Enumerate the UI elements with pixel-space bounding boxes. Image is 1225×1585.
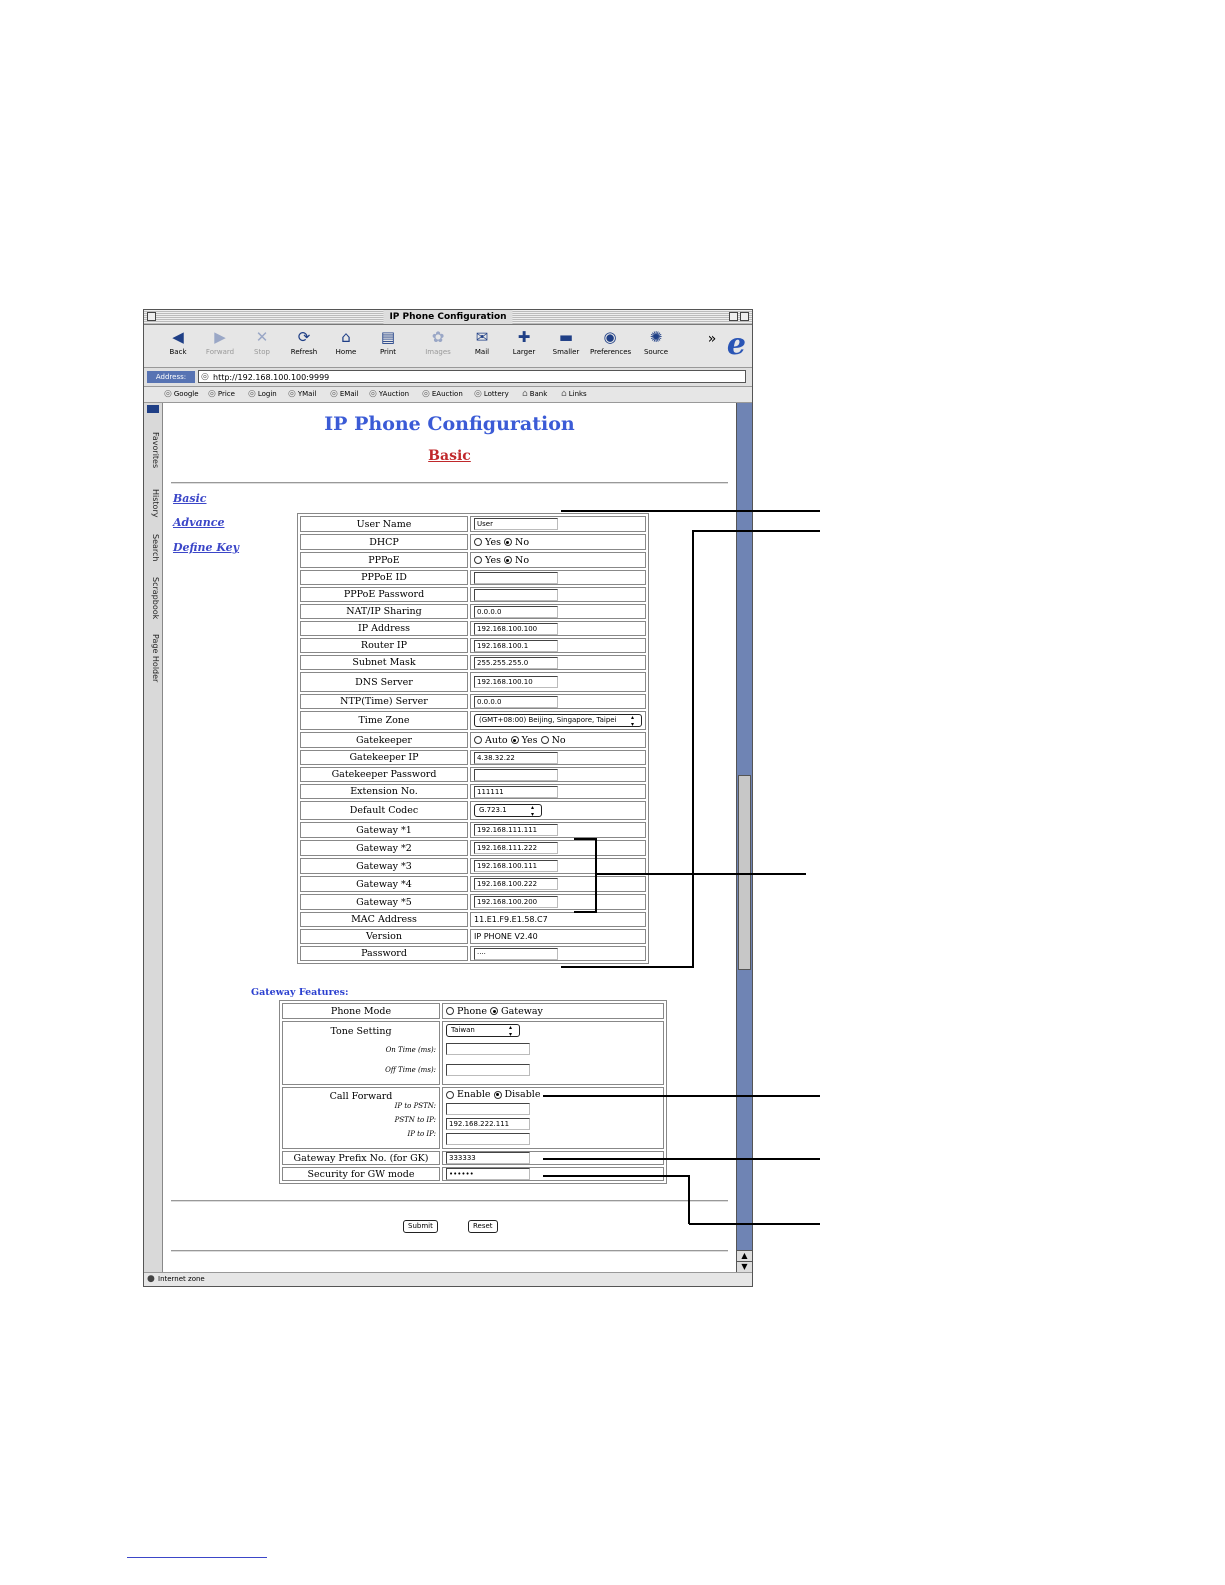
dhcp-label: DHCP [300, 534, 468, 550]
callout-line [692, 530, 694, 967]
time-zone-label: Time Zone [300, 711, 468, 730]
gateway-5-label: Gateway *5 [300, 894, 468, 910]
toolbar-larger-button[interactable] [504, 328, 544, 357]
dhcp-yes-label: Yes [485, 536, 501, 548]
gateway-prefix-input[interactable]: 333333 [446, 1152, 530, 1164]
collapse-box-icon[interactable] [740, 312, 749, 321]
gateway-2-input[interactable]: 192.168.111.222 [474, 842, 558, 854]
browser-toolbar [144, 325, 752, 368]
favorite-label: Login [257, 390, 277, 398]
pppoe-id-input[interactable] [474, 572, 558, 584]
dhcp-yes-radio[interactable] [474, 538, 482, 546]
pppoe-no-label: No [515, 554, 530, 566]
toolbar-button-label: Print [379, 348, 397, 356]
side-tab-search[interactable]: Search [151, 534, 160, 562]
callout-line [689, 1223, 820, 1225]
gateway-2-label: Gateway *2 [300, 840, 468, 856]
gatekeeper-password-label: Gatekeeper Password [300, 767, 468, 782]
refresh-icon: ⟳ [297, 328, 311, 346]
gateway-bracket [574, 838, 596, 840]
ip-to-pstn-label: IP to PSTN: [394, 1102, 436, 1110]
toolbar-smaller-button[interactable] [546, 328, 586, 357]
close-box-icon[interactable] [147, 312, 156, 321]
status-text: Internet zone [158, 1275, 205, 1283]
folder-icon: ⌂ [561, 389, 567, 399]
gateway-prefix-label: Gateway Prefix No. (for GK) [282, 1151, 440, 1165]
favorite-label: Price [217, 390, 235, 398]
toolbar-button-label: Source [643, 348, 669, 356]
favorites-bar [144, 387, 752, 403]
dhcp-no-label: No [515, 536, 530, 548]
pppoe-yes-radio[interactable] [474, 556, 482, 564]
gateway-1-input[interactable]: 192.168.111.111 [474, 824, 558, 836]
gatekeeper-yes-radio[interactable] [511, 736, 519, 744]
divider [171, 1200, 728, 1202]
forward-arrow-icon: ▶ [214, 328, 226, 346]
toolbar-button-label: Refresh [290, 348, 318, 356]
gateway-4-input[interactable]: 192.168.100.222 [474, 878, 558, 890]
favorite-label: YAuction [378, 390, 410, 398]
mac-address-label: MAC Address [300, 912, 468, 927]
toolbar-button-label: Larger [512, 348, 536, 356]
address-label: Address: [147, 371, 195, 383]
ntp-server-input[interactable]: 0.0.0.0 [474, 696, 558, 708]
status-bar [144, 1272, 752, 1286]
favorite-price[interactable] [208, 387, 235, 402]
call-forward-enable-label: Enable [457, 1089, 491, 1100]
subnet-mask-input[interactable]: 255.255.255.0 [474, 657, 558, 669]
browser-window [143, 309, 753, 1287]
scroll-up-arrow-icon[interactable]: ▲ [737, 1250, 752, 1261]
gateway-bracket [574, 911, 596, 913]
tone-setting-value: Taiwan [451, 1026, 475, 1034]
gatekeeper-no-radio[interactable] [541, 736, 549, 744]
favorite-email[interactable] [330, 387, 359, 402]
time-zone-value: (GMT+08:00) Beijing, Singapore, Taipei [479, 716, 617, 724]
favorite-label: Lottery [483, 390, 509, 398]
page-globe-icon: ◎ [288, 389, 296, 399]
pppoe-yes-label: Yes [485, 554, 501, 566]
print-icon: ▤ [380, 328, 396, 346]
phone-mode-phone-radio[interactable] [446, 1007, 454, 1015]
default-codec-label: Default Codec [300, 801, 468, 820]
dns-server-input[interactable]: 192.168.100.10 [474, 676, 558, 688]
divider [171, 1250, 728, 1252]
page-title: IP Phone Configuration [324, 413, 575, 435]
time-zone-select[interactable] [474, 714, 642, 727]
favorite-links[interactable] [561, 387, 587, 402]
submit-button[interactable]: Submit [403, 1220, 438, 1233]
favorite-login[interactable] [248, 387, 277, 402]
user-name-label: User Name [300, 516, 468, 532]
extension-no-label: Extension No. [300, 784, 468, 799]
images-icon: ✿ [431, 328, 445, 346]
password-label: Password [300, 946, 468, 961]
gateway-3-input[interactable]: 192.168.100.111 [474, 860, 558, 872]
side-tab-page-holder[interactable]: Page Holder [151, 634, 160, 683]
nav-link-advance[interactable]: Advance [173, 516, 225, 529]
gateway-5-input[interactable]: 192.168.100.200 [474, 896, 558, 908]
security-gw-mode-label: Security for GW mode [282, 1167, 440, 1181]
off-time-label: Off Time (ms): [385, 1066, 436, 1074]
toolbar-button-label: Home [335, 348, 357, 356]
gatekeeper-no-label: No [551, 734, 566, 746]
ie-logo-icon: e [726, 327, 746, 362]
page-content [163, 403, 736, 1272]
dns-server-label: DNS Server [300, 672, 468, 692]
source-icon: ✺ [649, 328, 663, 346]
ip-address-input[interactable]: 192.168.100.100 [474, 623, 558, 635]
ip-to-ip-label: IP to IP: [407, 1130, 436, 1138]
favorite-eauction[interactable] [422, 387, 463, 402]
ntp-server-label: NTP(Time) Server [300, 694, 468, 709]
default-codec-value: G.723.1 [479, 806, 507, 814]
nat-ip-sharing-label: NAT/IP Sharing [300, 604, 468, 619]
gatekeeper-yes-label: Yes [521, 734, 538, 746]
toolbar-stop-button[interactable] [242, 328, 282, 357]
pppoe-label: PPPoE [300, 552, 468, 568]
on-time-label: On Time (ms): [385, 1046, 436, 1054]
stop-icon: ✕ [255, 328, 269, 346]
toolbar-forward-button[interactable] [200, 328, 240, 357]
title-bar[interactable] [144, 310, 752, 325]
favorite-lottery[interactable] [474, 387, 509, 402]
toolbar-button-label: Images [425, 348, 451, 356]
side-tab-scrapbook[interactable]: Scrapbook [151, 576, 160, 620]
router-ip-input[interactable]: 192.168.100.1 [474, 640, 558, 652]
callout-line [543, 1158, 820, 1160]
favorite-label: Bank [529, 390, 548, 398]
phone-mode-gateway-radio[interactable] [490, 1007, 498, 1015]
callout-line [561, 510, 820, 512]
page-globe-icon: ◎ [422, 389, 430, 399]
mac-address-value: 11.E1.F9.E1.58.C7 [470, 912, 646, 927]
callout-line [693, 530, 820, 532]
default-codec-select[interactable] [474, 804, 542, 817]
gateway-1-label: Gateway *1 [300, 822, 468, 838]
mail-icon: ✉ [475, 328, 489, 346]
tone-setting-select[interactable] [446, 1024, 520, 1037]
vertical-scrollbar[interactable] [736, 403, 752, 1272]
ip-address-label: IP Address [300, 621, 468, 636]
toolbar-back-button[interactable] [158, 328, 198, 357]
on-time-input[interactable] [446, 1043, 530, 1055]
favorite-ymail[interactable] [288, 387, 316, 402]
page-globe-icon: ◎ [201, 372, 209, 382]
zone-globe-icon: ● [147, 1274, 155, 1284]
window-title: IP Phone Configuration [383, 310, 512, 324]
toolbar-preferences-button[interactable] [590, 328, 630, 357]
version-value: IP PHONE V2.40 [470, 929, 646, 944]
toolbar-refresh-button[interactable] [284, 328, 324, 357]
page-globe-icon: ◎ [248, 389, 256, 399]
smaller-icon: ▬ [558, 328, 574, 346]
favorite-label: Links [568, 390, 587, 398]
favorite-label: YMail [297, 390, 317, 398]
page-subtitle: Basic [428, 448, 471, 464]
call-forward-enable-radio[interactable] [446, 1091, 454, 1099]
call-forward-disable-radio[interactable] [494, 1091, 502, 1099]
version-label: Version [300, 929, 468, 944]
call-forward-label: Call Forward [329, 1091, 393, 1102]
home-icon: ⌂ [341, 328, 351, 346]
toolbar-home-button[interactable] [326, 328, 366, 357]
ip-to-ip-input[interactable] [446, 1133, 530, 1145]
subnet-mask-label: Subnet Mask [300, 655, 468, 670]
pppoe-password-input[interactable] [474, 589, 558, 601]
tone-setting-cell [282, 1021, 440, 1085]
phone-mode-label: Phone Mode [282, 1003, 440, 1019]
pstn-to-ip-input[interactable]: 192.168.222.111 [446, 1118, 530, 1130]
gatekeeper-auto-label: Auto [485, 734, 508, 746]
toolbar-images-button[interactable] [418, 328, 458, 357]
toolbar-print-button[interactable] [368, 328, 408, 357]
favorite-label: EAuction [431, 390, 463, 398]
favorite-bank[interactable] [522, 387, 547, 402]
zoom-box-icon[interactable] [729, 312, 738, 321]
nav-link-define-key[interactable]: Define Key [173, 541, 240, 554]
pppoe-password-label: PPPoE Password [300, 587, 468, 602]
gateway-features-heading: Gateway Features: [251, 987, 349, 998]
back-arrow-icon: ◀ [172, 328, 184, 346]
password-input[interactable]: ···· [474, 948, 558, 960]
gateway-3-label: Gateway *3 [300, 858, 468, 874]
favorite-google[interactable] [164, 387, 199, 402]
phone-mode-gateway-label: Gateway [501, 1005, 543, 1017]
page-globe-icon: ◎ [369, 389, 377, 399]
sidebar-handle-icon[interactable] [147, 405, 159, 413]
scroll-down-arrow-icon[interactable]: ▼ [737, 1261, 752, 1272]
preferences-icon: ◉ [603, 328, 617, 346]
gatekeeper-password-input[interactable] [474, 769, 558, 781]
page-globe-icon: ◎ [208, 389, 216, 399]
gatekeeper-ip-input[interactable]: 4.38.32.22 [474, 752, 558, 764]
gatekeeper-auto-radio[interactable] [474, 736, 482, 744]
toolbar-button-label: Forward [205, 348, 235, 356]
side-tab-favorites[interactable]: Favorites [151, 431, 160, 469]
reset-button[interactable]: Reset [468, 1220, 498, 1233]
gateway-4-label: Gateway *4 [300, 876, 468, 892]
favorite-label: EMail [339, 390, 359, 398]
off-time-input[interactable] [446, 1064, 530, 1076]
favorite-yauction[interactable] [369, 387, 409, 402]
toolbar-button-label: Smaller [552, 348, 580, 356]
address-bar [144, 368, 752, 387]
divider [171, 482, 728, 484]
callout-line [596, 873, 806, 875]
toolbar-button-label: Mail [474, 348, 490, 356]
page-globe-icon: ◎ [330, 389, 338, 399]
toolbar-button-label: Stop [254, 348, 270, 356]
footnote-rule [127, 1557, 267, 1558]
callout-line [688, 1175, 690, 1224]
call-forward-disable-label: Disable [504, 1089, 541, 1100]
gatekeeper-ip-label: Gatekeeper IP [300, 750, 468, 765]
pppoe-id-label: PPPoE ID [300, 570, 468, 585]
pppoe-no-radio[interactable] [504, 556, 512, 564]
address-input[interactable] [198, 370, 746, 383]
ip-to-pstn-input[interactable] [446, 1103, 530, 1115]
favorite-label: Google [173, 390, 199, 398]
security-gw-mode-input[interactable]: •••••• [446, 1168, 530, 1180]
call-forward-cell [282, 1087, 440, 1149]
dhcp-no-radio[interactable] [504, 538, 512, 546]
user-name-input[interactable]: User [474, 518, 558, 530]
toolbar-button-label: Back [169, 348, 187, 356]
gateway-bracket [595, 838, 597, 913]
phone-mode-phone-label: Phone [457, 1005, 488, 1017]
callout-line [543, 1095, 820, 1097]
gateway-features-table [279, 1000, 667, 1184]
larger-icon: ✚ [517, 328, 531, 346]
extension-no-input[interactable]: 111111 [474, 786, 558, 798]
toolbar-button-label: Preferences [590, 348, 632, 356]
page-globe-icon: ◎ [474, 389, 482, 399]
nat-ip-sharing-input[interactable]: 0.0.0.0 [474, 606, 558, 618]
router-ip-label: Router IP [300, 638, 468, 653]
folder-icon: ⌂ [522, 389, 528, 399]
pstn-to-ip-label: PSTN to IP: [394, 1116, 436, 1124]
toolbar-mail-button[interactable] [462, 328, 502, 357]
toolbar-more-icon[interactable]: » [707, 331, 717, 347]
callout-line [543, 1175, 689, 1177]
tone-setting-label: Tone Setting [330, 1026, 392, 1037]
address-url: http://192.168.100.100:9999 [213, 373, 330, 382]
explorer-side-tabs [144, 403, 163, 1272]
gatekeeper-label: Gatekeeper [300, 732, 468, 748]
toolbar-source-button[interactable] [636, 328, 676, 357]
side-tab-history[interactable]: History [151, 488, 160, 518]
callout-line [561, 966, 694, 968]
nav-link-basic[interactable]: Basic [173, 492, 207, 505]
page-globe-icon: ◎ [164, 389, 172, 399]
